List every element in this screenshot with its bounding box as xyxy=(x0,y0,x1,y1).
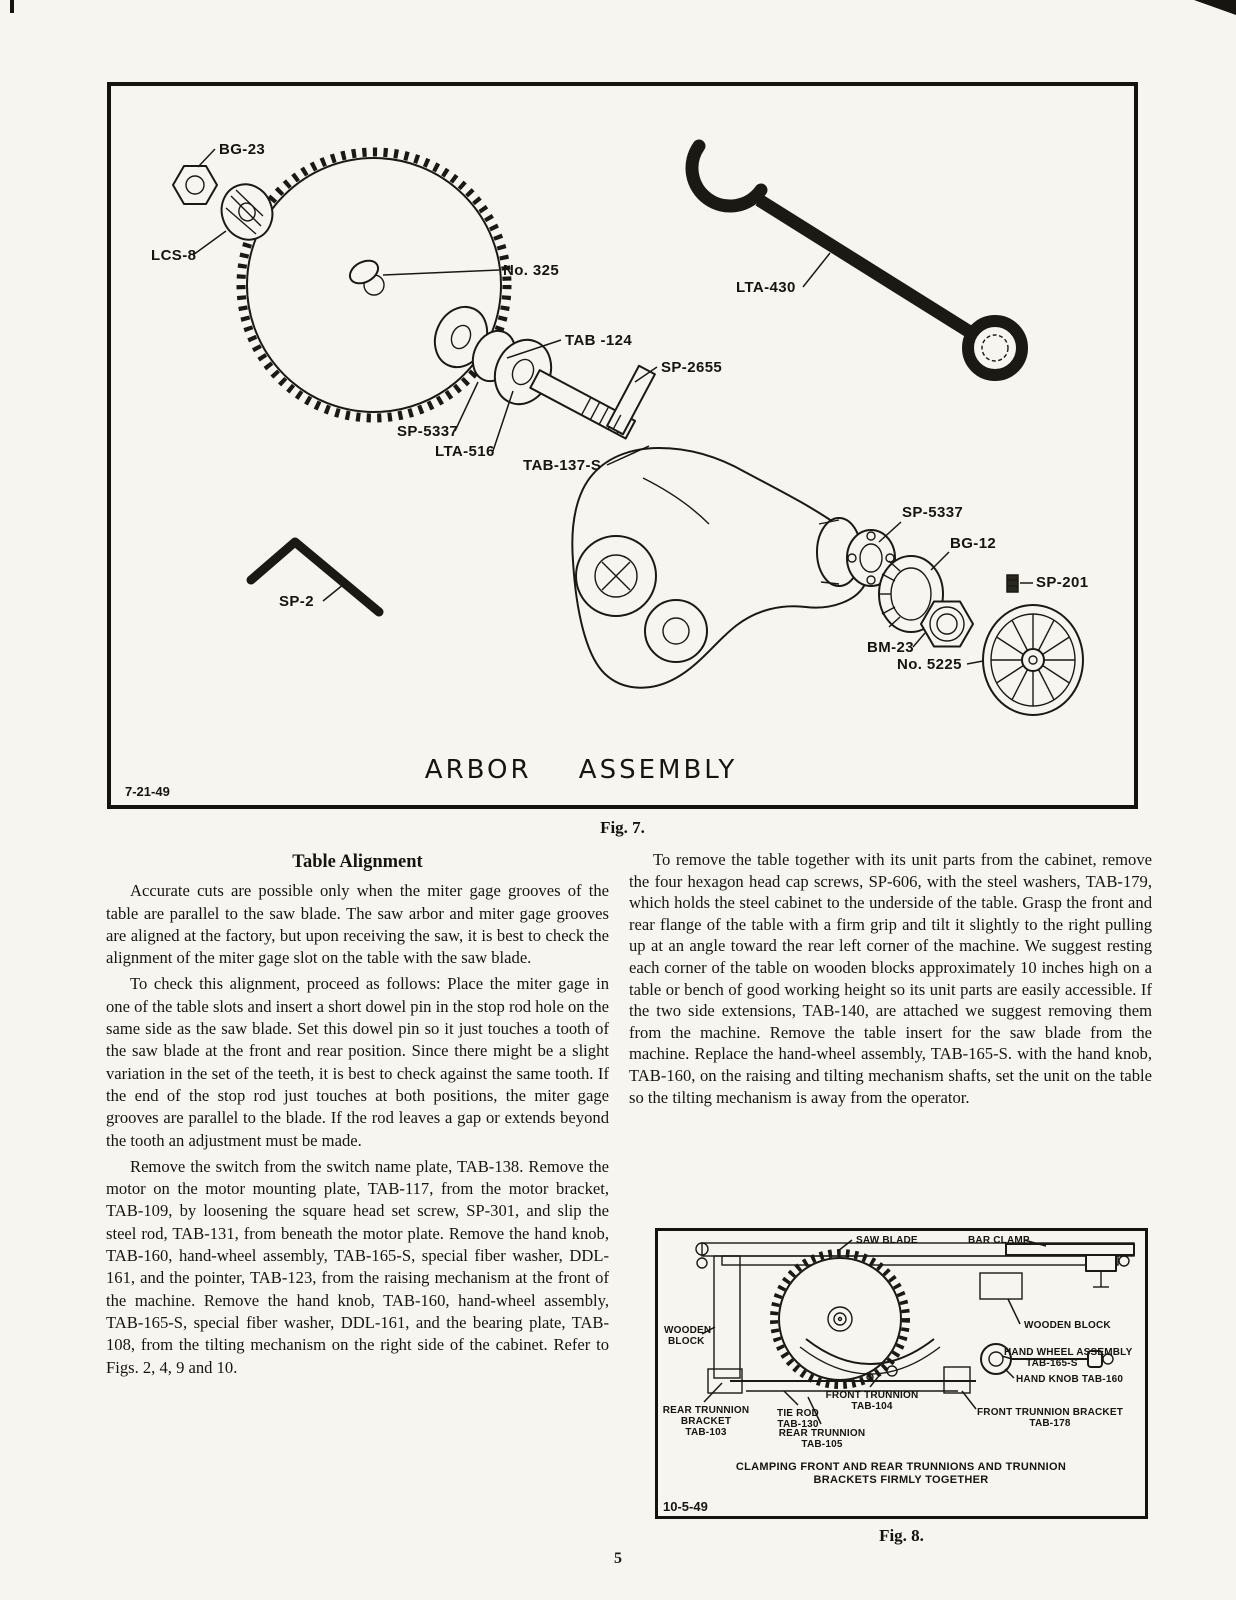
scan-artifact-corner xyxy=(1194,0,1236,15)
figure-7-arbor-assembly xyxy=(107,82,1138,809)
fig8-label-hand-knob: HAND KNOB TAB-160 xyxy=(1016,1374,1124,1385)
scan-artifact-tick xyxy=(10,0,14,13)
fig8-label-tie-rod-1: TIE ROD xyxy=(777,1408,819,1419)
part-label-bm23: BM-23 xyxy=(867,639,915,656)
fig8-footer-line-1: CLAMPING FRONT AND REAR TRUNNIONS AND TRUNNION xyxy=(735,1461,1067,1473)
fig8-label-wooden-block-right: WOODEN BLOCK xyxy=(1024,1320,1111,1331)
left-paragraph-3: Remove the switch from the switch name plate, TAB-138. Remove the motor on the motor mounting plate, TAB-117, from the motor bracket, TAB-109, by loosening the square head set screw, SP-301, and slip the steel rod, TAB-131, from beneath the motor plate. Remove the hand knob, TAB-160, hand-wheel assembly, TAB-165-S, special fiber washer, DDL-161, and the pointer, TAB-123, from the raising mechanism at the front of the machine. Remove the hand knob, TAB-160, hand-wheel assembly, TAB-165-S, special fiber washer, DDL-161, and the bearing plate, TAB-108, from the tilting mechanism on the right side of the cabinet. Refer to Figs. 2, 4, 9 and 10. xyxy=(106,1156,609,1377)
left-column xyxy=(106,851,609,1383)
fig8-label-wooden-block-left-1: WOODEN xyxy=(664,1325,712,1336)
arbor-bracket-casting-drawing xyxy=(572,448,868,688)
trunnion-clamping-diagram xyxy=(658,1231,1145,1516)
fig8-footer-line-2: BRACKETS FIRMLY TOGETHER xyxy=(813,1474,989,1486)
handwheel-5225-drawing xyxy=(983,605,1083,715)
part-label-lta516: LTA-516 xyxy=(435,443,495,460)
arbor-assembly-diagram xyxy=(111,86,1134,805)
part-label-bg23: BG-23 xyxy=(219,141,266,158)
fig8-label-hand-wheel-2: TAB-165-S xyxy=(1026,1358,1078,1369)
fig8-label-rear-trunnion-bracket-2: BRACKET xyxy=(680,1416,732,1427)
part-label-no5225: No. 5225 xyxy=(897,656,962,673)
hex-key-sp2-drawing xyxy=(251,542,379,612)
fig8-label-saw-blade: SAW BLADE xyxy=(856,1235,918,1246)
right-column xyxy=(629,849,1152,1112)
wrench-lta430-drawing xyxy=(692,146,1022,375)
fig8-label-tie-rod-2: TAB-130 xyxy=(777,1419,819,1430)
part-label-tab137s: TAB-137-S xyxy=(523,457,602,474)
figure-7-caption: Fig. 7. xyxy=(600,818,645,837)
section-heading-table-alignment: Table Alignment xyxy=(292,852,423,872)
part-label-sp5337-lower: SP-5337 xyxy=(902,504,964,521)
figure-8-clamping-trunnions xyxy=(655,1228,1148,1519)
part-label-tab124: TAB -124 xyxy=(565,332,633,349)
part-label-sp2: SP-2 xyxy=(279,593,314,610)
set-screw-sp201-drawing xyxy=(1007,575,1018,592)
saw-blade-drawing xyxy=(241,152,507,418)
fig8-label-rear-trunnion-bracket-3: TAB-103 xyxy=(685,1427,727,1438)
part-label-no325: No. 325 xyxy=(503,262,560,279)
left-paragraph-1: Accurate cuts are possible only when the miter gage grooves of the table are parallel to the saw blade. The saw arbor and miter gage grooves are aligned at the factory, but upon receiving the saw, it is best to check the alignment of the miter gage slot on the table with the saw blade. xyxy=(106,881,609,968)
part-label-bg12: BG-12 xyxy=(950,535,997,552)
hex-nut-bg23-drawing xyxy=(173,166,217,204)
fig8-saw-blade-drawing xyxy=(774,1253,906,1385)
fig8-label-wooden-block-left-2: BLOCK xyxy=(668,1336,705,1347)
fig8-label-front-trunnion-bracket-1: FRONT TRUNNION BRACKET xyxy=(976,1407,1124,1418)
figure-7-title: ARBOR ASSEMBLY xyxy=(424,755,738,785)
part-label-lcs8: LCS-8 xyxy=(151,247,197,264)
fig8-label-rear-trunnion-1: REAR TRUNNION xyxy=(778,1428,866,1439)
figure-8-date: 10-5-49 xyxy=(663,1499,708,1514)
fig8-label-front-trunnion-2: TAB-104 xyxy=(851,1401,893,1412)
part-label-sp5337-upper: SP-5337 xyxy=(397,423,459,440)
fig8-label-hand-wheel-1: HAND WHEEL ASSEMBLY xyxy=(1004,1347,1133,1358)
fig8-label-bar-clamp: BAR CLAMP xyxy=(968,1235,1030,1246)
figure-7-date: 7-21-49 xyxy=(125,784,170,799)
fig8-label-front-trunnion-bracket-2: TAB-178 xyxy=(1029,1418,1071,1429)
part-label-sp2655: SP-2655 xyxy=(661,359,723,376)
left-paragraph-2: To check this alignment, proceed as follows: Place the miter gage in one of the table slots and insert a short dowel pin in the stop rod hole on the same side as the saw blade. Set this dowel pin so it just touches a tooth of the saw blade at the front and rear position. Since there might be a slight variation in the set of the teeth, it is best to check against the same tooth. If the end of the stop rod just touches at both positions, the miter gage grooves are parallel to the blade. If the rod leaves a gap or extends beyond the tooth an adjustment must be made. xyxy=(106,974,609,1150)
page-number: 5 xyxy=(614,1550,622,1567)
fig8-label-front-trunnion-1: FRONT TRUNNION xyxy=(825,1390,919,1401)
figure-8-caption: Fig. 8. xyxy=(879,1526,924,1545)
part-label-sp201: SP-201 xyxy=(1036,574,1089,591)
fig8-label-rear-trunnion-2: TAB-105 xyxy=(801,1439,843,1450)
fig8-label-rear-trunnion-bracket-1: REAR TRUNNION xyxy=(662,1405,750,1416)
right-paragraph-1: To remove the table together with its unit parts from the cabinet, remove the four hexagon head cap screws, SP-606, with the steel washers, TAB-179, which holds the steel cabinet to the underside of the table. Grasp the front and rear flange of the table with a firm grip and tilt it slightly to the right pulling up at an angle toward the rear left corner of the machine. We suggest resting each corner of the table on wooden blocks approximately 10 inches high on a table or bench of good working height so its unit parts are easily accessible. If the two side extensions, TAB-140, are attached we suggest removing them from the machine. Remove the table insert for the saw blade from the machine. Replace the hand-wheel assembly, TAB-165-S. with the hand knob, TAB-160, on the raising and tilting mechanism shafts, set the unit on the table so the tilting mechanism is away from the operator. xyxy=(629,850,1152,1107)
part-label-lta430: LTA-430 xyxy=(736,279,796,296)
